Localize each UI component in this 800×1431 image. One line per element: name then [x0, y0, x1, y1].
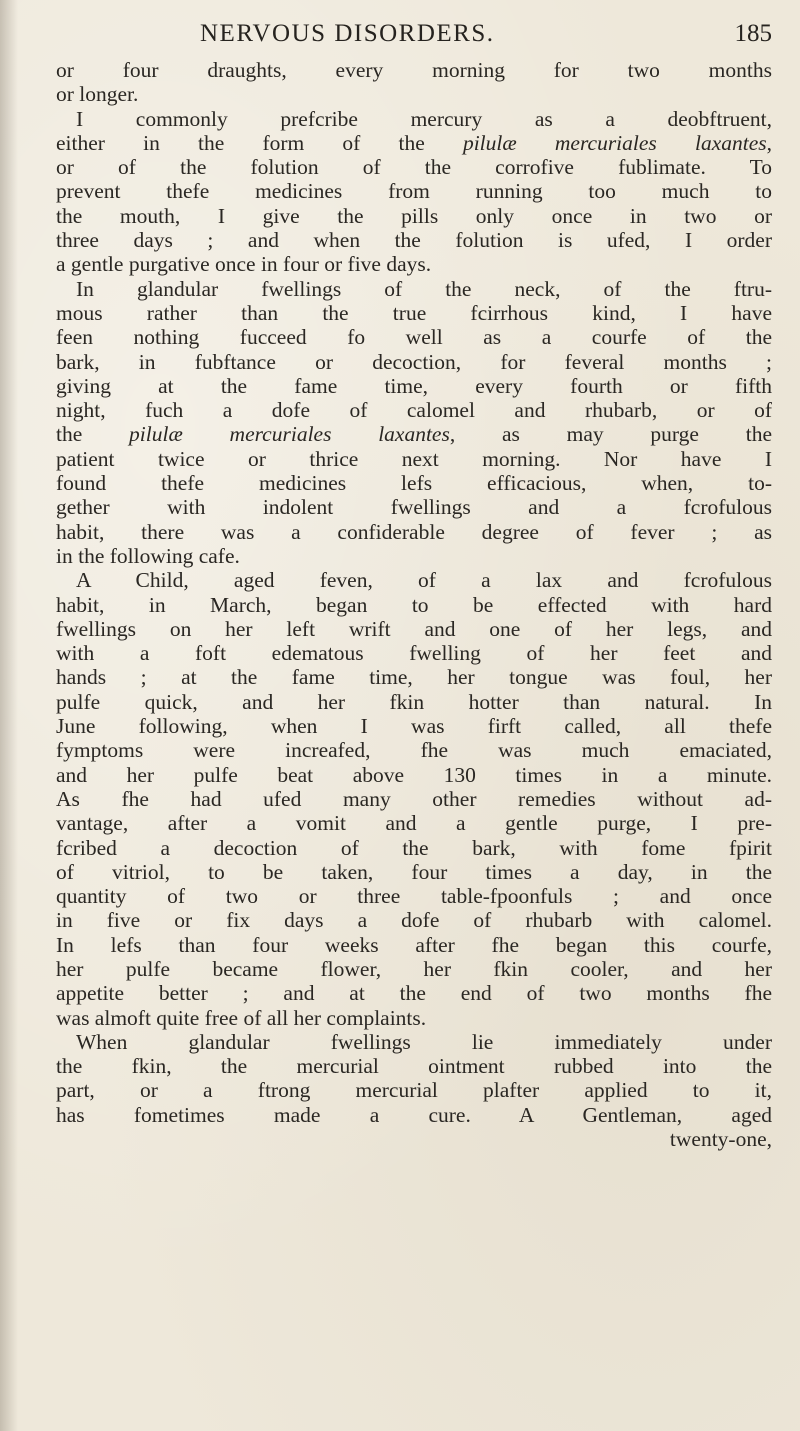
body-text — [56, 58, 772, 1151]
text-line: vantage, after a vomit and a gentle purge, I pre- — [56, 811, 772, 836]
running-head: NERVOUS DISORDERS. — [200, 20, 495, 47]
text-line: three days ; and when the folution is ufed, I order — [56, 228, 772, 253]
text-line: mous rather than the true fcirrhous kind, I have — [56, 300, 772, 325]
text-line: part, or a ftrong mercurial plafter applied to it, — [56, 1078, 772, 1103]
text-line: When glandular fwellings lie immediately under — [76, 1029, 772, 1054]
text-line: In lefs than four weeks after fhe began this courfe, — [56, 932, 772, 957]
latin-term: pilulæ mercuriales laxantes — [462, 130, 767, 155]
page-number: 185 — [734, 20, 772, 47]
text-line: the mouth, I give the pills only once in two or — [56, 203, 772, 228]
text-run: either in the form of the — [56, 130, 463, 155]
text-line: giving at the fame time, every fourth or fifth — [56, 373, 772, 398]
text-line: pulfe quick, and her fkin hotter than natural. In — [56, 689, 772, 714]
page-gutter-shadow — [0, 0, 18, 1431]
text-line: her pulfe became flower, her fkin cooler, and her — [56, 956, 772, 981]
text-run: , as may purge the — [449, 422, 772, 447]
text-line: patient twice or thrice next morning. Nor have I — [56, 446, 772, 471]
catchword-line: twenty-one, — [669, 1127, 772, 1152]
text-line: was almoft quite free of all her complaints. — [56, 1005, 427, 1030]
text-run: , — [766, 130, 772, 155]
text-line: habit, there was a confiderable degree of fever ; as — [56, 519, 772, 544]
text-line: fwellings on her left wrift and one of her legs, and — [56, 616, 772, 641]
text-line: quantity of two or three table-fpoonfuls ; and once — [56, 884, 772, 909]
text-line: A Child, aged feven, of a lax and fcrofulous — [76, 568, 772, 593]
text-line: As fhe had ufed many other remedies without ad- — [56, 786, 772, 811]
text-line: bark, in fubftance or decoction, for feveral months ; — [56, 349, 772, 374]
text-line: night, fuch a dofe of calomel and rhubarb, or of — [56, 398, 772, 423]
text-line: in five or fix days a dofe of rhubarb with calomel. — [56, 908, 772, 933]
text-line: June following, when I was firft called, all thefe — [56, 714, 772, 739]
text-line: found thefe medicines lefs efficacious, when, to- — [56, 471, 772, 496]
text-line: or longer. — [56, 82, 139, 107]
text-line: and her pulfe beat above 130 times in a minute. — [56, 762, 772, 787]
text-line: prevent thefe medicines from running too much to — [56, 179, 772, 204]
text-line — [56, 422, 772, 446]
text-line: or of the folution of the corrofive fublimate. To — [56, 155, 772, 180]
text-line: fymptoms were increafed, fhe was much emaciated, — [56, 738, 772, 763]
text-run: the — [56, 422, 130, 447]
text-line: a gentle purgative once in four or five days. — [56, 252, 432, 277]
text-line: of vitriol, to be taken, four times a day, in the — [56, 859, 772, 884]
text-line: feen nothing fucceed fo well as a courfe of the — [56, 325, 772, 350]
text-line: fcribed a decoction of the bark, with fome fpirit — [56, 835, 772, 860]
page-header — [56, 14, 772, 58]
text-line: with a foft edematous fwelling of her feet and — [56, 641, 772, 666]
text-line: the fkin, the mercurial ointment rubbed into the — [56, 1054, 772, 1079]
text-line: gether with indolent fwellings and a fcrofulous — [56, 495, 772, 520]
text-line: has fometimes made a cure. A Gentleman, aged — [56, 1102, 772, 1127]
text-line: in the following cafe. — [56, 543, 240, 568]
text-line: In glandular fwellings of the neck, of the ftru- — [76, 276, 772, 301]
text-line: hands ; at the fame time, her tongue was foul, her — [56, 665, 772, 690]
latin-term: pilulæ mercuriales laxantes — [129, 422, 450, 447]
text-line: habit, in March, began to be effected with hard — [56, 592, 772, 617]
text-line — [56, 131, 772, 155]
text-line: I commonly prefcribe mercury as a deobftruent, — [76, 106, 772, 131]
text-line: appetite better ; and at the end of two months fhe — [56, 981, 772, 1006]
text-line: or four draughts, every morning for two months — [56, 58, 772, 82]
